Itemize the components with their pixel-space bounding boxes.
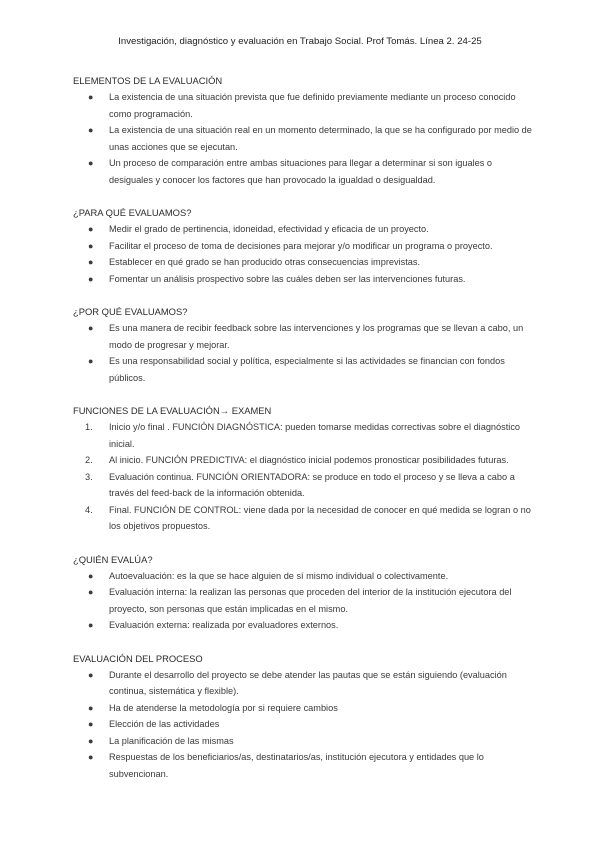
section — [73, 552, 533, 634]
section-title: FUNCIONES DE LA EVALUACIÓN→ EXAMEN — [73, 405, 272, 416]
section — [73, 403, 533, 535]
list-item — [73, 122, 533, 155]
section-title: EVALUACIÓN DEL PROCESO — [73, 652, 203, 664]
bullet-icon: ● — [88, 240, 94, 251]
list-item — [73, 353, 533, 386]
section-title: ¿POR QUÉ EVALUAMOS? — [73, 306, 188, 317]
list-item — [73, 584, 533, 617]
bullet-list — [73, 667, 533, 783]
list-item — [73, 89, 533, 122]
section — [73, 73, 533, 188]
bullet-icon: ● — [88, 323, 94, 333]
bullet-icon: ● — [88, 735, 94, 746]
bullet-icon: ● — [88, 356, 94, 366]
list-item-text: Ha de atenderse la metodología por si requiere cambios — [109, 702, 338, 713]
list-number: 1. — [85, 422, 93, 432]
list-item-text: Durante el desarrollo del proyecto se debe atender las pautas que se están siguiendo (evaluación continua, sistemática y flexible). — [109, 669, 507, 696]
section — [73, 205, 533, 287]
section — [73, 304, 533, 386]
bullet-list — [73, 89, 533, 188]
bullet-icon: ● — [88, 570, 94, 581]
list-item-text: Un proceso de comparación entre ambas situaciones para llegar a determinar si son iguales o desiguales y conocer los factores que han provocado la igualdad o desigualdad. — [109, 158, 493, 185]
list-item — [73, 667, 533, 700]
list-item — [73, 617, 533, 634]
list-number: 4. — [85, 504, 93, 515]
bullet-list — [73, 568, 533, 634]
list-item — [73, 155, 533, 188]
section — [73, 651, 533, 783]
list-item-text: Respuestas de los beneficiarios/as, destinatarios/as, institución ejecutora y entidades que lo subvencionan. — [109, 752, 484, 779]
list-item-text: Evaluación continua. FUNCIÓN ORIENTADORA: se produce en todo el proceso y se lleva a cabo a través del feed-back de la información obtenida. — [109, 471, 515, 498]
list-item — [73, 568, 533, 585]
list-item — [73, 221, 533, 238]
list-number: 2. — [85, 455, 93, 465]
list-item-text: Inicio y/o final . FUNCIÓN DIAGNÓSTICA: pueden tomarse medidas correctivas sobre el diagnóstico inicial. — [109, 422, 521, 449]
bullet-list — [73, 320, 533, 386]
section-title: ¿QUIÉN EVALÚA? — [73, 553, 153, 565]
bullet-list — [73, 221, 533, 287]
list-item-text: Establecer en qué grado se han producido otras consecuencias imprevistas. — [109, 257, 421, 267]
section-title: ¿PARA QUÉ EVALUAMOS? — [73, 207, 192, 218]
bullet-icon: ● — [88, 702, 94, 713]
list-item-text: Elección de las actividades — [109, 719, 220, 729]
document-body — [73, 73, 533, 799]
list-item-text: Autoevaluación: es la que se hace alguien de sí mismo individual o colectivamente. — [109, 570, 449, 581]
list-item-text: La existencia de una situación prevista que fue definido previamente mediante un proceso conocido como programación. — [109, 92, 516, 119]
list-item — [73, 502, 533, 535]
bullet-icon: ● — [88, 92, 94, 102]
bullet-icon: ● — [88, 224, 94, 234]
list-item — [73, 452, 533, 469]
bullet-icon: ● — [88, 669, 94, 680]
list-item — [73, 700, 533, 717]
numbered-list — [73, 419, 533, 535]
bullet-icon: ● — [88, 257, 94, 267]
list-item-text: Es una responsabilidad social y política, especialmente si las actividades se financian con fondos públicos. — [109, 356, 505, 383]
list-item — [73, 320, 533, 353]
list-item-text: La existencia de una situación real en un momento determinado, la que se ha configurado por medio de unas acciones que se ejecutan. — [109, 125, 532, 152]
list-item-text: Medir el grado de pertinencia, idoneidad, efectividad y eficacia de un proyecto. — [109, 224, 429, 234]
list-number: 3. — [85, 471, 93, 482]
list-item — [73, 238, 533, 255]
bullet-icon: ● — [88, 587, 94, 597]
bullet-icon: ● — [88, 620, 94, 630]
list-item — [73, 271, 533, 288]
list-item-text: Final. FUNCIÓN DE CONTROL: viene dada por la necesidad de conocer en qué medida se logran o no los objetivos propuestos. — [109, 504, 531, 531]
list-item-text: Facilitar el proceso de toma de decisiones para mejorar y/o modificar un programa o proyecto. — [109, 240, 493, 251]
page-header: Investigación, diagnóstico y evaluación en Trabajo Social. Prof Tomás. Línea 2. 24-25 — [118, 36, 482, 47]
bullet-icon: ● — [88, 125, 94, 135]
list-item — [73, 733, 533, 750]
bullet-icon: ● — [88, 752, 94, 762]
bullet-icon: ● — [88, 158, 94, 168]
list-item-text: Fomentar un análisis prospectivo sobre las cuáles deben ser las intervenciones futuras. — [109, 273, 466, 284]
list-item — [73, 716, 533, 733]
section-title: ELEMENTOS DE LA EVALUACIÓN — [73, 75, 223, 86]
list-item-text: Es una manera de recibir feedback sobre las intervenciones y los programas que se llevan a cabo, un modo de progresar y mejorar. — [109, 323, 524, 350]
list-item — [73, 749, 533, 782]
list-item-text: La planificación de las mismas — [109, 735, 234, 746]
list-item — [73, 419, 533, 452]
list-item-text: Evaluación interna: la realizan las personas que proceden del interior de la institución ejecutora del proyecto, son personas que están implicadas en el mismo. — [109, 587, 512, 614]
list-item-text: Evaluación externa: realizada por evaluadores externos. — [109, 620, 339, 630]
list-item — [73, 254, 533, 271]
bullet-icon: ● — [88, 273, 94, 284]
list-item — [73, 469, 533, 502]
bullet-icon: ● — [88, 719, 94, 729]
list-item-text: Al inicio. FUNCIÓN PREDICTIVA: el diagnóstico inicial podemos pronosticar posibilidades futuras. — [109, 455, 509, 465]
